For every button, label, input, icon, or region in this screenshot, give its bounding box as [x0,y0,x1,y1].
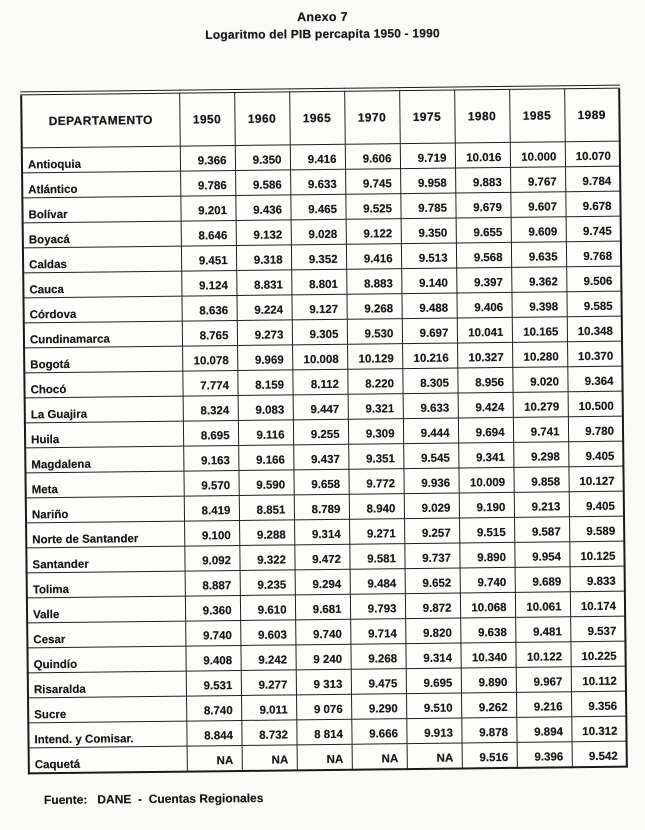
value-cell: 9.398 [511,292,566,318]
value-cell: 8.305 [402,368,457,394]
value-cell: 10.327 [457,342,512,368]
header-year-1985: 1985 [509,87,565,142]
value-cell: 9.530 [347,319,402,345]
value-cell: 9.606 [345,144,400,170]
annex-title: Anexo 7 [297,9,348,25]
value-cell: 9.475 [351,669,406,695]
value-cell: 9.092 [184,545,239,571]
value-cell: 9 240 [295,644,350,670]
value-cell: 9.740 [460,567,515,593]
value-cell: 9.271 [349,519,404,545]
value-cell: 9.531 [186,670,241,696]
value-cell: 9.878 [461,717,516,743]
value-cell: 9.424 [458,392,513,418]
value-cell: 9.396 [517,742,572,768]
value-cell: 10.279 [513,392,568,418]
value-cell: 9.356 [571,691,626,717]
value-cell: 9.201 [180,195,235,221]
value-cell: 9.100 [184,520,239,546]
value-cell: 9.305 [292,319,347,345]
value-cell: 8.789 [294,494,349,520]
value-cell: 9.288 [239,520,294,546]
gdp-log-table [20,85,628,774]
value-cell: 9.472 [294,544,349,570]
value-cell: 10.008 [292,344,347,370]
department-name: Tolima [27,571,185,598]
value-cell: 9.537 [570,616,625,642]
header-year-1980: 1980 [454,88,510,143]
value-cell: 9.273 [237,320,292,346]
value-cell: 8.940 [349,494,404,520]
value-cell: 9.913 [406,718,461,744]
value-cell: 10.009 [458,467,513,493]
value-cell: 9.465 [290,194,345,220]
value-cell: 9.568 [456,242,511,268]
value-cell: 9.820 [405,618,460,644]
value-cell: 9.833 [570,566,625,592]
value-cell: 10.370 [567,341,622,367]
value-cell: 9.697 [402,318,457,344]
value-cell: 9.481 [515,617,570,643]
value-cell: 9.416 [290,144,345,170]
value-cell: 8.831 [236,270,291,296]
department-name: Córdova [23,296,181,323]
value-cell: 9.406 [456,292,511,318]
value-cell: 9.163 [183,445,238,471]
value-cell: 9.954 [514,542,569,568]
value-cell: 8.801 [291,269,346,295]
department-name: Nariño [26,496,184,523]
value-cell: NA [187,745,242,771]
value-cell: 10.000 [510,142,565,168]
value-cell: 9.011 [241,695,296,721]
value-cell: 10.041 [457,317,512,343]
value-cell: 9.322 [239,545,294,571]
value-cell: NA [242,745,297,771]
value-cell: 9.351 [348,444,403,470]
value-cell: 8.695 [183,420,238,446]
value-cell: 9.213 [514,492,569,518]
department-name: Quindío [27,646,185,673]
value-cell: 9.936 [403,468,458,494]
value-cell: 9.741 [513,417,568,443]
value-cell: 9.268 [346,294,401,320]
table-row [29,741,627,773]
value-cell: 9.416 [346,244,401,270]
value-cell: 9.890 [461,667,516,693]
value-cell: 9.257 [404,518,459,544]
value-cell: 9.958 [400,168,455,194]
value-cell: 8.844 [186,720,241,746]
value-cell: 9.785 [400,193,455,219]
value-cell: 9.242 [240,645,295,671]
department-name: Cesar [27,621,185,648]
value-cell: 10.225 [570,641,625,667]
value-cell: 9.255 [293,419,348,445]
value-cell: 9.506 [566,266,621,292]
header-year-1965: 1965 [289,90,345,145]
value-cell: 9.542 [572,741,627,767]
value-cell: 10.280 [512,342,567,368]
value-cell: 9.545 [403,443,458,469]
department-name: Caldas [23,246,181,273]
value-cell: 9.262 [461,692,516,718]
department-name: Risaralda [28,671,186,698]
department-name: Atlántico [22,171,180,198]
value-cell: 9.745 [566,216,621,242]
value-cell: 9.436 [235,195,290,221]
value-cell: NA [297,744,352,770]
value-cell: 9.638 [460,617,515,643]
header-year-1970: 1970 [344,89,400,144]
value-cell: 10.070 [565,141,620,167]
value-cell: 9.719 [400,143,455,169]
value-cell: 10.129 [347,344,402,370]
value-cell: 9.029 [404,493,459,519]
value-cell: 9.737 [404,543,459,569]
value-cell: 8.159 [237,370,292,396]
value-cell: 9.350 [401,218,456,244]
value-cell: 9.883 [455,167,510,193]
value-cell: 9.655 [456,217,511,243]
value-cell: 9.294 [295,569,350,595]
department-name: La Guajira [25,396,183,423]
department-name: Norte de Santander [26,521,184,548]
value-cell: 9.309 [348,419,403,445]
value-cell: 9.515 [459,517,514,543]
value-cell: 9.298 [513,442,568,468]
value-cell: 9.635 [511,242,566,268]
value-cell: 9.768 [566,241,621,267]
value-cell: 9.127 [291,294,346,320]
header-year-1975: 1975 [399,89,455,144]
value-cell: 9.360 [185,595,240,621]
value-cell: 9.132 [236,220,291,246]
value-cell: 9.083 [238,395,293,421]
value-cell: 9.447 [293,394,348,420]
value-cell: 10.348 [567,316,622,342]
department-name: Chocó [24,371,182,398]
value-cell: 9.740 [185,620,240,646]
value-cell: 9.633 [403,393,458,419]
value-cell: NA [352,744,407,770]
value-cell: 9.585 [566,291,621,317]
value-cell: 9.444 [403,418,458,444]
value-cell: 8.636 [181,295,236,321]
value-cell: 8 814 [296,719,351,745]
value-cell: 9.277 [241,670,296,696]
value-cell: 9.314 [405,643,460,669]
value-cell: 9.140 [401,268,456,294]
value-cell: 10.016 [455,142,510,168]
value-cell: 10.127 [568,466,623,492]
value-cell: 9.969 [237,345,292,371]
value-cell: 9.451 [181,245,236,271]
value-cell: 9.587 [514,517,569,543]
value-cell: 9.314 [294,519,349,545]
value-cell: 9.362 [511,267,566,293]
value-cell: 8.956 [457,367,512,393]
value-cell: 9.124 [181,270,236,296]
value-cell: 9.116 [238,420,293,446]
department-name: Meta [25,471,183,498]
department-name: Bolívar [22,196,180,223]
value-cell: 9.633 [290,169,345,195]
value-cell: NA [407,743,462,769]
value-cell: 9.405 [568,441,623,467]
value-cell: 9.894 [516,717,571,743]
header-year-1989: 1989 [564,87,620,142]
value-cell: 9.516 [462,742,517,768]
department-name: Caquetá [29,746,187,773]
value-cell: 9.224 [236,295,291,321]
value-cell: 8.887 [185,570,240,596]
value-cell: 9.872 [405,593,460,619]
value-cell: 10.500 [568,391,623,417]
header-year-1950: 1950 [179,91,235,146]
value-cell: 9.714 [350,619,405,645]
value-cell: 8.324 [183,395,238,421]
value-cell: 9.740 [295,619,350,645]
value-cell: 9.510 [406,693,461,719]
value-cell: 8.112 [292,369,347,395]
value-cell: 8.419 [184,495,239,521]
value-cell: 9.190 [459,492,514,518]
value-cell: 8.220 [347,369,402,395]
value-cell: 9.745 [345,169,400,195]
value-cell: 9.858 [513,467,568,493]
value-cell: 9.020 [512,367,567,393]
value-cell: 8.646 [181,220,236,246]
value-cell: 10.165 [512,317,567,343]
value-cell: 9 076 [296,694,351,720]
value-cell: 9.268 [350,644,405,670]
value-cell: 8.732 [241,720,296,746]
value-cell: 9.166 [238,445,293,471]
department-name: Magdalena [25,446,183,473]
value-cell: 10.312 [571,716,626,742]
value-cell: 9.890 [459,542,514,568]
value-cell: 9.607 [510,192,565,218]
value-cell: 9.609 [511,217,566,243]
value-cell: 9.589 [569,516,624,542]
value-cell: 9.235 [240,570,295,596]
value-cell: 9.513 [401,243,456,269]
value-cell: 9.570 [183,470,238,496]
department-name: Boyacá [23,221,181,248]
value-cell: 9.484 [350,569,405,595]
page-title [0,8,645,44]
value-cell: 9.767 [510,167,565,193]
value-cell: 9.488 [401,293,456,319]
value-cell: 9.122 [346,219,401,245]
value-cell: 8.765 [182,320,237,346]
value-cell: 9.318 [236,245,291,271]
header-year-1960: 1960 [234,90,290,145]
department-name: Antioquia [22,146,180,173]
value-cell: 9.581 [349,544,404,570]
value-cell: 10.068 [460,592,515,618]
value-cell: 9.341 [458,442,513,468]
value-cell: 10.112 [571,666,626,692]
value-cell: 9.028 [291,219,346,245]
value-cell: 9.681 [295,594,350,620]
value-cell: 10.078 [182,345,237,371]
value-cell: 9.216 [516,692,571,718]
header-departamento: DEPARTAMENTO [21,92,180,148]
value-cell: 9.772 [348,469,403,495]
header-row [21,87,620,148]
department-name: Cundinamarca [24,321,182,348]
value-cell: 9.689 [515,567,570,593]
value-cell: 9.666 [351,719,406,745]
value-cell: 9.786 [180,170,235,196]
value-cell: 8.851 [239,495,294,521]
value-cell: 10.174 [570,591,625,617]
department-name: Bogotá [24,346,182,373]
value-cell: 9.405 [569,491,624,517]
value-cell: 9.967 [516,667,571,693]
value-cell: 9.652 [405,568,460,594]
value-cell: 9.525 [345,194,400,220]
value-cell: 9.586 [235,170,290,196]
value-cell: 9.408 [185,645,240,671]
source-note: Fuente: DANE - Cuentas Regionales [43,791,264,807]
value-cell: 9.658 [293,469,348,495]
value-cell: 9.694 [458,417,513,443]
value-cell: 10.122 [515,642,570,668]
department-name: Valle [27,596,185,623]
value-cell: 9.350 [235,145,290,171]
value-cell: 9.352 [291,244,346,270]
value-cell: 9.437 [293,444,348,470]
value-cell: 9.793 [350,594,405,620]
value-cell: 9.397 [456,267,511,293]
value-cell: 9.290 [351,694,406,720]
department-name: Santander [26,546,184,573]
department-name: Sucre [28,696,186,723]
value-cell: 9.610 [240,595,295,621]
value-cell: 9.364 [567,366,622,392]
value-cell: 9.321 [348,394,403,420]
value-cell: 9.695 [406,668,461,694]
value-cell: 10.061 [515,592,570,618]
value-cell: 8.740 [186,695,241,721]
value-cell: 9.366 [180,145,235,171]
department-name: Cauca [23,271,181,298]
table-subtitle: Logaritmo del PIB percapita 1950 - 1990 [205,26,440,42]
value-cell: 9.603 [240,620,295,646]
value-cell: 10.216 [402,343,457,369]
value-cell: 7.774 [182,370,237,396]
value-cell: 9.590 [238,470,293,496]
value-cell: 9.678 [565,191,620,217]
value-cell: 9.784 [565,166,620,192]
value-cell: 9 313 [296,669,351,695]
value-cell: 10.125 [569,541,624,567]
value-cell: 9.679 [455,192,510,218]
department-name: Huila [25,421,183,448]
value-cell: 9.780 [568,416,623,442]
value-cell: 10.340 [460,642,515,668]
value-cell: 8.883 [346,269,401,295]
department-name: Intend. y Comisar. [28,721,186,748]
